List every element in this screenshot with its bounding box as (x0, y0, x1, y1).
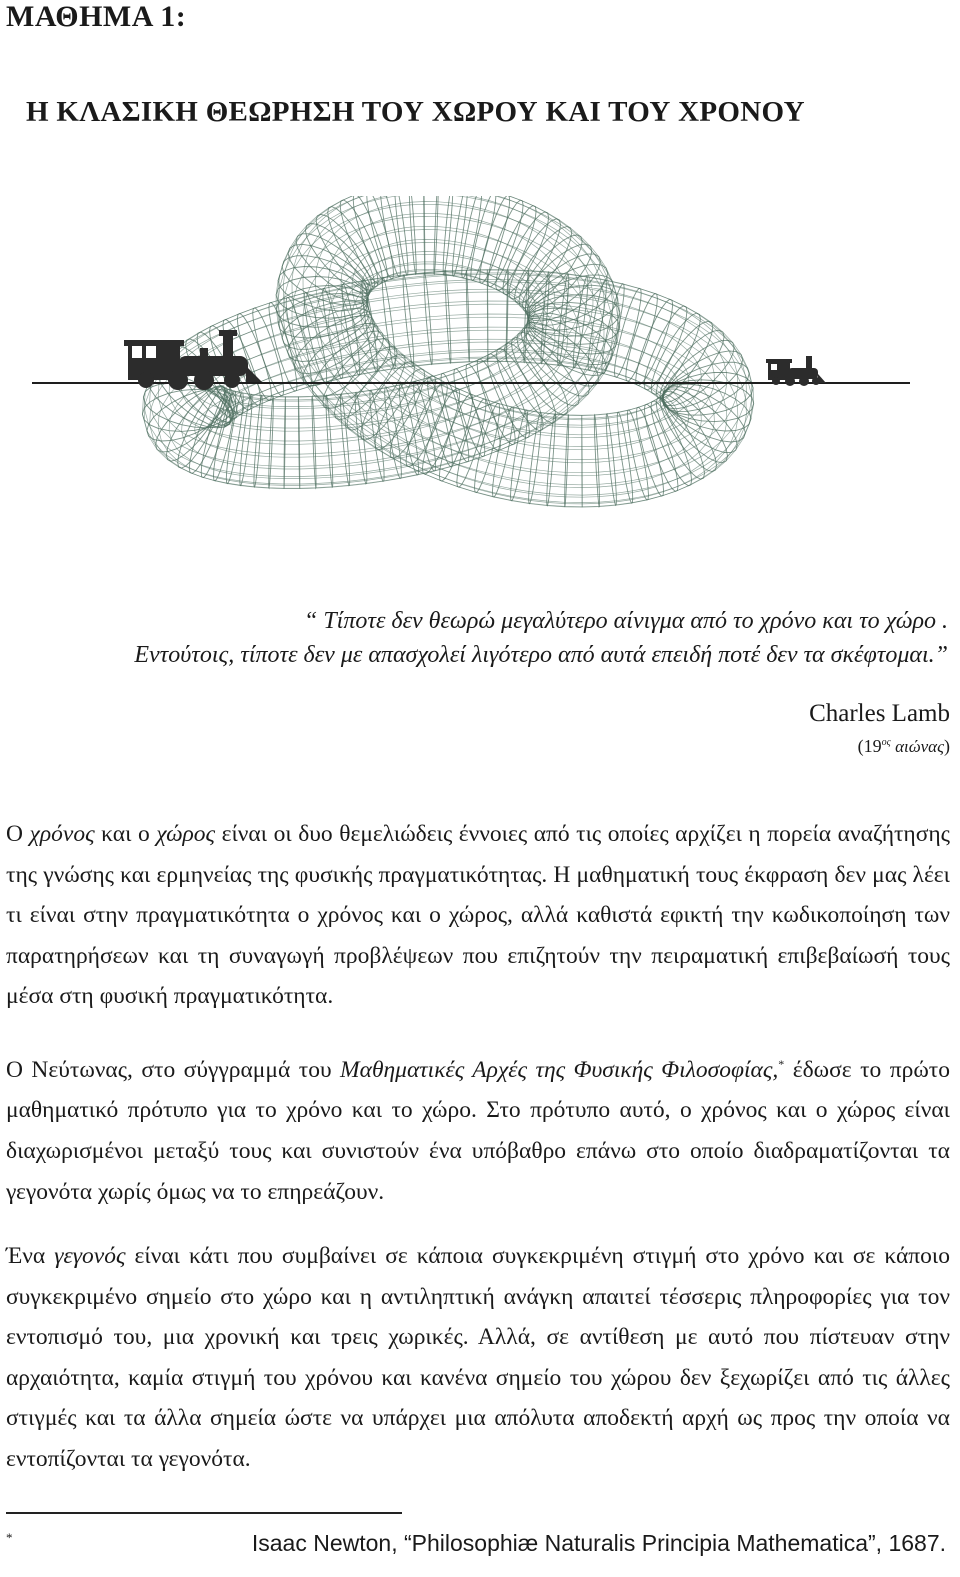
mesh-ring (445, 271, 451, 363)
mesh-knot (142, 196, 753, 507)
lesson-label: ΜΑΘΗΜΑ 1: (6, 0, 187, 33)
paragraph-3 (6, 1236, 950, 1480)
mesh-ring (424, 196, 425, 274)
illustration-svg (28, 196, 928, 556)
mesh-ring (644, 306, 687, 390)
p2-text-a: Ο Νεύτωνας, στο σύγγραμμά του (6, 1056, 341, 1083)
century-word: αιώνας (895, 737, 944, 756)
century-close: ) (944, 736, 950, 756)
footnote-mark: * (6, 1530, 13, 1545)
footnote-text: Isaac Newton, “Philosophiæ Naturalis Principia Mathematica”, 1687. (251, 1530, 946, 1556)
quote-century (858, 736, 950, 757)
mesh-ring (606, 414, 616, 506)
p1-text-c: είναι οι δυο θεμελιώδεις έννοιες από τις οποίες αρχίζει η πορεία αναζήτησης της γνώσης και ερμηνείας της φυσικής πραγματικότητας. Η μαθηματική τους έκφραση δεν μας λέει τι είναι στην πραγματικότητα ο χρόνος και ο χώρος, αλλά καθιστά εφικτή την κωδικοποίηση των παρατηρήσεων και τη συναγωγή προβλέψεων που επιζητούν την πειραματική επιβεβαίωσή τους μέσα στη φυσική πραγματικότητα. (6, 821, 950, 1010)
mesh-longitude (182, 243, 715, 488)
page-title: Η ΚΛΑΣΙΚΗ ΘΕΩΡΗΣΗ ΤΟΥ ΧΩΡΟΥ ΚΑΙ ΤΟΥ ΧΡΟΝΟΥ (26, 96, 805, 128)
mesh-ring (547, 414, 556, 506)
paragraph-1 (6, 814, 950, 1017)
mesh-ring (298, 397, 299, 489)
mesh-ring (403, 275, 414, 367)
mesh-ring (340, 394, 349, 486)
mesh-ring (269, 302, 297, 391)
century-open: ( (857, 736, 864, 756)
mesh-ring (487, 354, 529, 438)
mesh-ring (466, 270, 469, 362)
mesh-ring (312, 396, 316, 488)
epigraph-quote (48, 604, 948, 672)
p3-term-event: γεγονός (54, 1243, 126, 1269)
mesh-ring (382, 277, 395, 368)
p3-text-a: Ένα (6, 1243, 55, 1269)
mesh-ring (424, 273, 432, 365)
quote-line-1: “ Τίποτε δεν θεωρώ μεγαλύτερο αίνιγμα από το χρόνο και το χώρο . (303, 608, 948, 634)
p1-term-space: χώρος (156, 821, 216, 847)
p2-text-b: έδωσε το πρώτο μαθηματικό πρότυπο για το χρόνο και το χώρο. Στο πρότυπο αυτό, ο χρόνος και ο χώρος είναι διαχωρισμένοι μεταξύ τους και συνιστούν ένα υπόβαθρο επάνω στο οποίο διαδραματίζονται τα γεγονότα χωρίς όμως να το επηρεάζουν. (6, 1056, 950, 1205)
mesh-ring (284, 397, 286, 489)
p1-term-time: χρόνος (29, 821, 95, 847)
mesh-ring (662, 340, 734, 405)
quote-author: Charles Lamb (809, 700, 950, 727)
mesh-ring (582, 415, 583, 507)
p1-text-b: και ο (94, 821, 157, 847)
knotted-mesh-torus-with-trains-icon (28, 196, 928, 560)
mesh-ring (565, 415, 569, 507)
mesh-ring (594, 415, 599, 507)
p1-text-a: Ο (6, 821, 30, 847)
footnote-divider (6, 1512, 402, 1514)
century-number: 19 (863, 736, 882, 756)
p3-text-b: είναι κάτι που συμβαίνει σε κάποια συγκεκριμένη στιγμή στο χρόνο και σε κάποιο συγκεκριμένο σημείο στο χώρο και η αντιληπτική ανάγκη απαιτεί τέσσερις πληροφορίες για τον εντοπισμό του, μια χρονική και τρεις χωρικές. Αλλά, σε αντίθεση με αυτό που πίστευαν στην αρχαιότητα, καμία στιγμή του χρόνου και κανένα σημείο του χώρου δεν ξεχωρίζει από τις άλλες στιγμές και τα άλλα σημεία ώστε να υπάρχει μια απόλυτα αποδεκτή αρχή ως προς την οποία να εντοπίζονται τα γεγονότα. (6, 1243, 950, 1472)
paragraph-2 (6, 1044, 950, 1212)
footnote-ref[interactable]: * (778, 1057, 785, 1071)
mesh-ring (254, 395, 262, 487)
century-suffix: ος (881, 737, 891, 748)
quote-line-2: Εντούτοις, τίποτε δεν με απασχολεί λιγότερο από αυτά επειδή ποτέ δεν τα σκέφτομαι.” (134, 642, 948, 668)
locomotive-right-icon (766, 356, 826, 386)
p2-book-title: Μαθηματικές Αρχές της Φυσικής Φιλοσοφίας, (340, 1056, 779, 1083)
mesh-ring (269, 396, 274, 488)
